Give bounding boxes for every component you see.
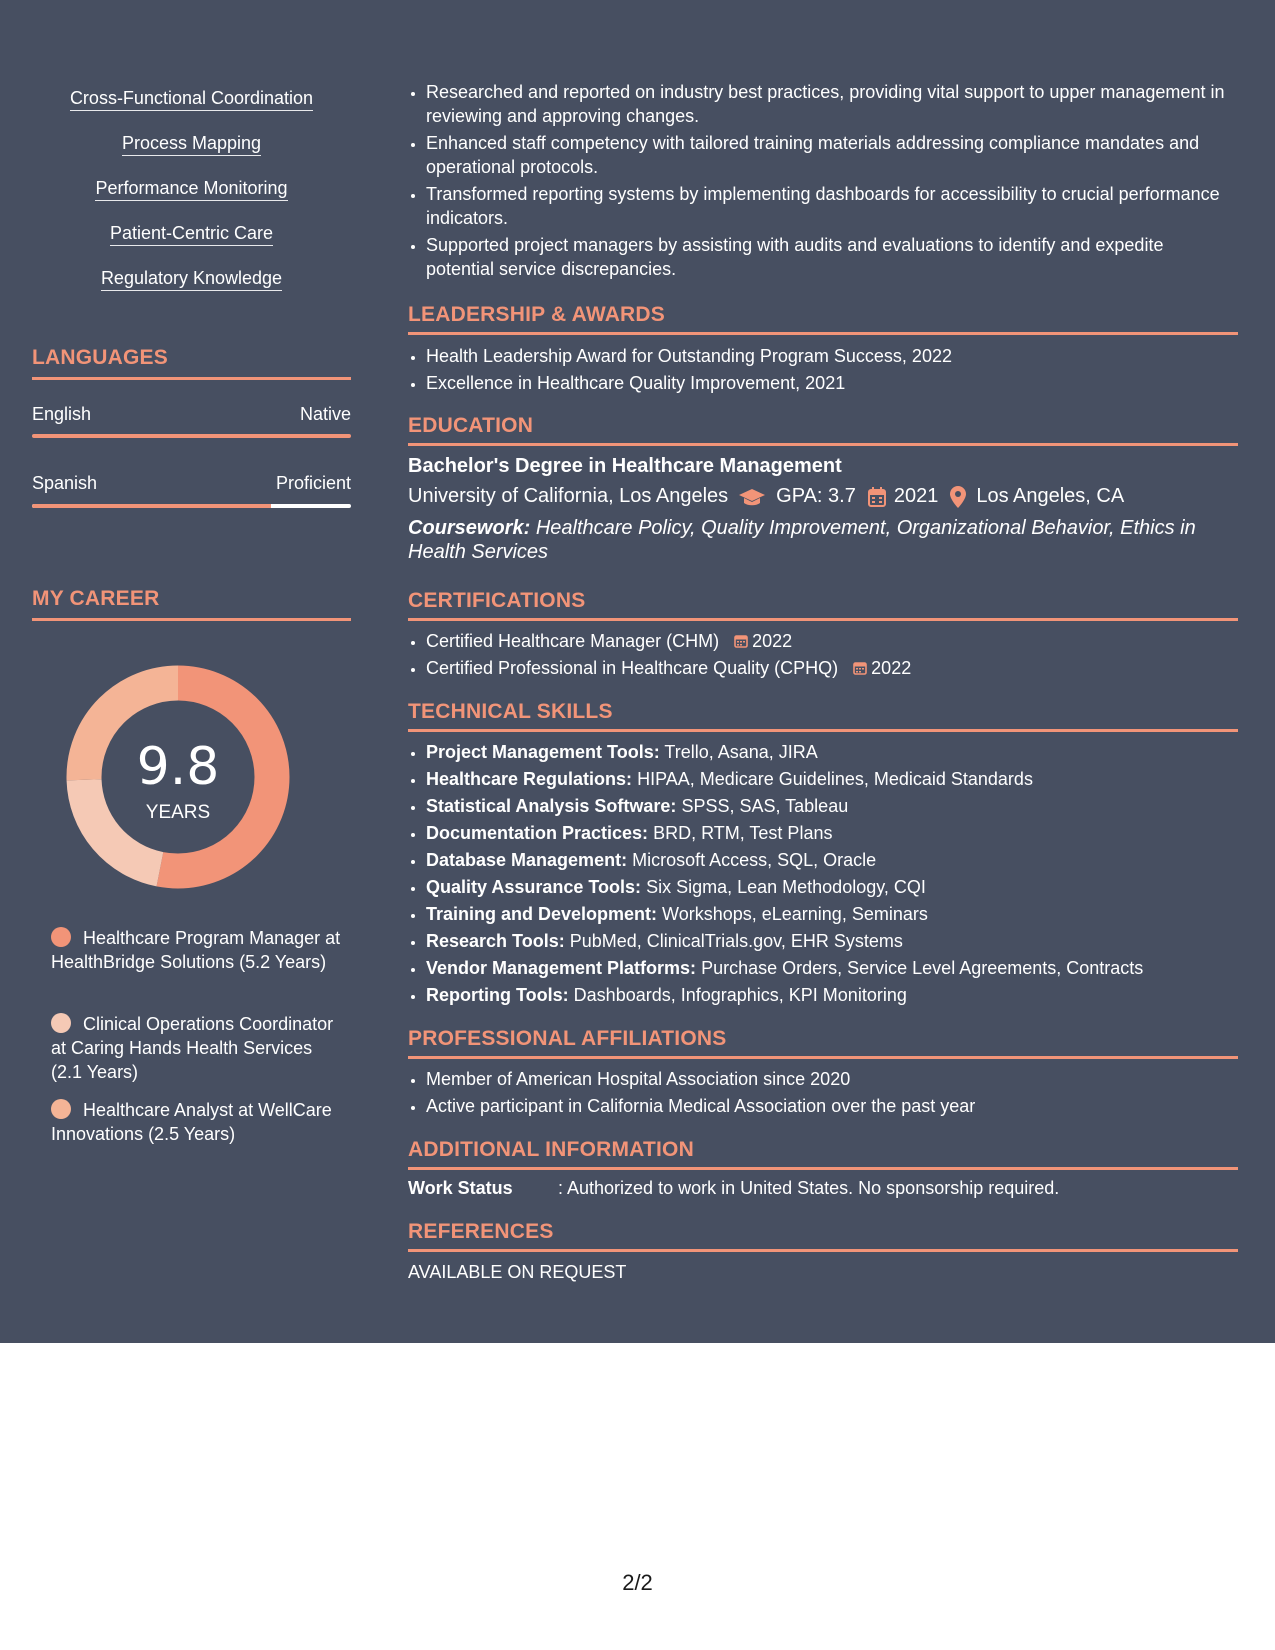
certification-name: Certified Professional in Healthcare Quality (CPHQ) xyxy=(426,658,839,678)
language-bar xyxy=(32,504,351,508)
section-divider xyxy=(408,1167,1238,1170)
legend-dot-icon xyxy=(51,1099,71,1119)
coursework xyxy=(408,516,1208,564)
skill-category: Documentation Practices: xyxy=(426,823,649,843)
list-item xyxy=(426,821,1226,845)
career-donut-chart xyxy=(66,665,290,889)
skill-values: Microsoft Access, SQL, Oracle xyxy=(632,850,877,870)
career-legend-item xyxy=(51,1012,341,1084)
career-legend-item xyxy=(51,1098,341,1146)
language-bar-fill xyxy=(32,504,271,508)
language-row xyxy=(32,404,351,425)
school-name: University of California, Los Angeles xyxy=(408,485,729,507)
legend-label: Clinical Operations Coordinator at Caring Hands Health Services (2.1 Years) xyxy=(51,1014,334,1082)
list-item: • Health Leadership Award for Outstanding Program Success, 2022 xyxy=(426,344,1226,368)
degree-title: Bachelor's Degree in Healthcare Management xyxy=(408,455,842,477)
skill-values: Purchase Orders, Service Level Agreements, Contracts xyxy=(701,958,1144,978)
language-bar xyxy=(32,434,351,438)
certifications-list xyxy=(408,629,1226,683)
skill-link[interactable] xyxy=(32,133,351,154)
technical-skills-heading: TECHNICAL SKILLS xyxy=(408,700,613,723)
skill-values: SPSS, SAS, Tableau xyxy=(681,796,849,816)
skill-values: Six Sigma, Lean Methodology, CQI xyxy=(646,877,926,897)
career-years-label: YEARS xyxy=(145,802,211,823)
language-level: Proficient xyxy=(275,473,351,493)
graduation-year: 2021 xyxy=(893,485,939,507)
skill-label: Regulatory Knowledge xyxy=(101,268,282,291)
skill-category: Vendor Management Platforms: xyxy=(426,958,697,978)
list-item: • Active participant in California Medical Association over the past year xyxy=(426,1094,1226,1118)
skill-label: Performance Monitoring xyxy=(95,178,287,201)
education-details xyxy=(408,485,1124,508)
list-item xyxy=(426,929,1226,953)
legend-dot-icon xyxy=(51,927,71,947)
skill-link[interactable] xyxy=(32,223,351,244)
affiliations-heading: PROFESSIONAL AFFILIATIONS xyxy=(408,1027,727,1050)
skill-link[interactable] xyxy=(32,178,351,199)
coursework-list: Healthcare Policy, Quality Improvement, Organizational Behavior, Ethics in Health Services xyxy=(408,517,1196,563)
list-item xyxy=(426,629,1226,653)
page-number: 2/2 xyxy=(622,1570,653,1595)
leadership-list xyxy=(408,344,1226,398)
languages-heading: LANGUAGES xyxy=(32,346,168,369)
skill-values: BRD, RTM, Test Plans xyxy=(653,823,833,843)
calendar-icon xyxy=(734,634,748,648)
work-status-value: : Authorized to work in United States. No sponsorship required. xyxy=(558,1178,1060,1198)
skill-label: Patient-Centric Care xyxy=(110,223,273,246)
legend-dot-icon xyxy=(51,1013,71,1033)
list-item xyxy=(426,848,1226,872)
skill-category: Training and Development: xyxy=(426,904,658,924)
list-item: • Supported project managers by assisting with audits and evaluations to identify and expedite potential service discrepancies. xyxy=(426,233,1226,281)
education-heading: EDUCATION xyxy=(408,414,534,437)
legend-label: Healthcare Program Manager at HealthBridge Solutions (5.2 Years) xyxy=(51,928,341,972)
skill-category: Project Management Tools: xyxy=(426,742,660,762)
section-divider xyxy=(408,332,1238,335)
section-divider xyxy=(408,1056,1238,1059)
certification-year: 2022 xyxy=(752,631,793,651)
skill-category: Statistical Analysis Software: xyxy=(426,796,677,816)
list-item xyxy=(426,656,1226,680)
language-row xyxy=(32,473,351,494)
skill-values: Trello, Asana, JIRA xyxy=(664,742,818,762)
graduation-cap-icon xyxy=(738,487,766,507)
experience-bullets xyxy=(408,80,1226,284)
skill-category: Research Tools: xyxy=(426,931,565,951)
skill-label: Cross-Functional Coordination xyxy=(70,88,313,111)
technical-skills-list xyxy=(408,740,1226,1010)
career-total-years: 9.8 xyxy=(136,737,220,797)
list-item: • Enhanced staff competency with tailored training materials addressing compliance mandates and operational protocols. xyxy=(426,131,1226,179)
list-item: • Member of American Hospital Association since 2020 xyxy=(426,1067,1226,1091)
skill-values: HIPAA, Medicare Guidelines, Medicaid Standards xyxy=(637,769,1033,789)
legend-label: Healthcare Analyst at WellCare Innovations (2.5 Years) xyxy=(51,1100,332,1144)
references-heading: REFERENCES xyxy=(408,1220,554,1243)
additional-info-heading: ADDITIONAL INFORMATION xyxy=(408,1138,694,1161)
list-item xyxy=(426,740,1226,764)
school-location: Los Angeles, CA xyxy=(976,485,1125,507)
list-item xyxy=(426,983,1226,1007)
skill-values: Dashboards, Infographics, KPI Monitoring xyxy=(573,985,907,1005)
skill-values: PubMed, ClinicalTrials.gov, EHR Systems xyxy=(569,931,903,951)
list-item xyxy=(426,794,1226,818)
section-divider xyxy=(32,618,351,621)
gpa: GPA: 3.7 xyxy=(776,485,856,507)
section-divider xyxy=(408,443,1238,446)
section-divider xyxy=(408,618,1238,621)
certifications-heading: CERTIFICATIONS xyxy=(408,589,586,612)
references-text: AVAILABLE ON REQUEST xyxy=(408,1262,627,1282)
skill-link[interactable] xyxy=(32,88,351,109)
career-legend-item xyxy=(51,926,341,974)
list-item: • Researched and reported on industry best practices, providing vital support to upper management in reviewing and approving changes. xyxy=(426,80,1226,128)
calendar-icon xyxy=(853,661,867,675)
list-item xyxy=(426,902,1226,926)
work-status-label: Work Status xyxy=(408,1178,513,1198)
language-name: English xyxy=(32,404,92,424)
skill-category: Database Management: xyxy=(426,850,628,870)
location-pin-icon xyxy=(950,486,966,508)
certification-year: 2022 xyxy=(871,658,912,678)
list-item: • Transformed reporting systems by implementing dashboards for accessibility to crucial performance indicators. xyxy=(426,182,1226,230)
skill-values: Workshops, eLearning, Seminars xyxy=(662,904,928,924)
leadership-heading: LEADERSHIP & AWARDS xyxy=(408,303,665,326)
skill-link[interactable] xyxy=(32,268,351,289)
skill-label: Process Mapping xyxy=(122,133,261,156)
coursework-label: Coursework: xyxy=(408,517,531,539)
calendar-icon xyxy=(868,487,886,507)
section-divider xyxy=(32,377,351,380)
skill-category: Healthcare Regulations: xyxy=(426,769,633,789)
list-item xyxy=(426,956,1226,980)
career-heading: MY CAREER xyxy=(32,587,160,610)
section-divider xyxy=(408,1249,1238,1252)
skill-category: Reporting Tools: xyxy=(426,985,569,1005)
list-item xyxy=(426,767,1226,791)
language-level: Native xyxy=(299,404,351,424)
section-divider xyxy=(408,729,1238,732)
language-bar-fill xyxy=(32,434,351,438)
skill-category: Quality Assurance Tools: xyxy=(426,877,642,897)
certification-name: Certified Healthcare Manager (CHM) xyxy=(426,631,720,651)
affiliations-list xyxy=(408,1067,1226,1121)
list-item xyxy=(426,875,1226,899)
language-name: Spanish xyxy=(32,473,98,493)
work-status xyxy=(408,1178,1059,1199)
list-item: • Excellence in Healthcare Quality Improvement, 2021 xyxy=(426,371,1226,395)
